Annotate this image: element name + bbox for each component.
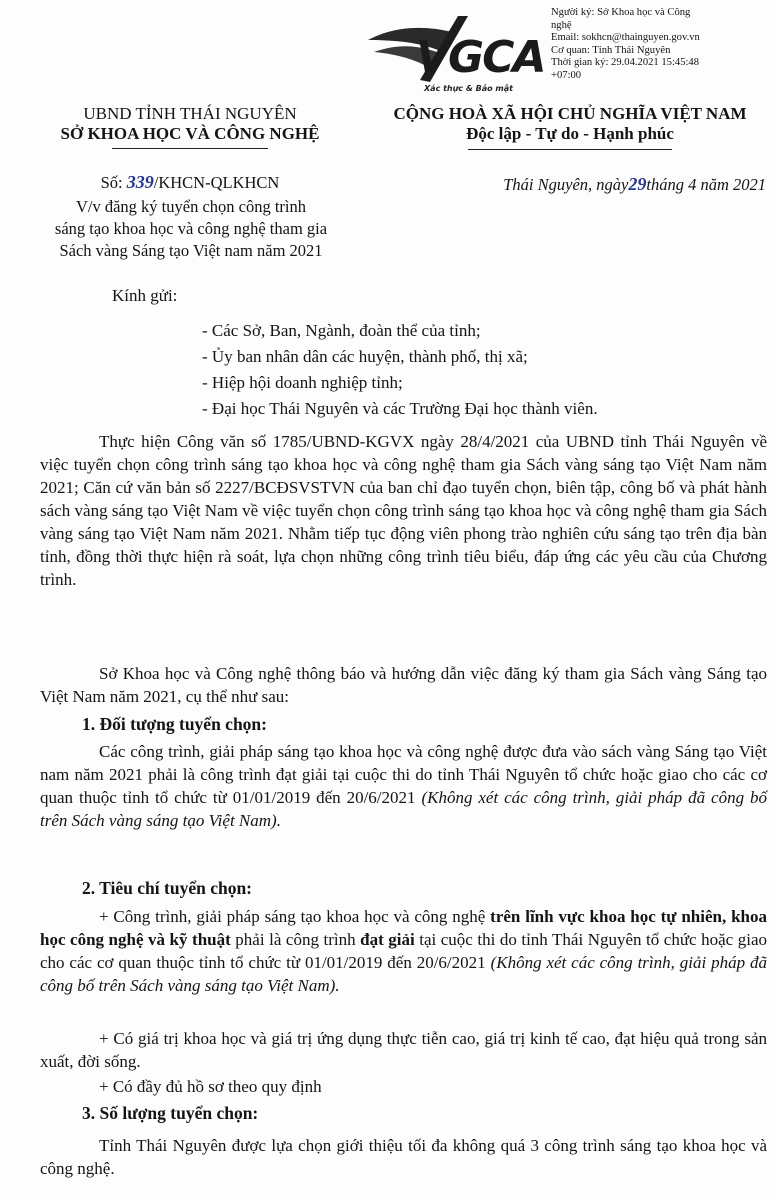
subject-line: V/v đăng ký tuyển chọn công trình [75,197,307,216]
date-day: 29 [628,174,647,194]
issuer-underline [112,148,268,149]
signer: Người ký: Sở Khoa học và Công [551,7,691,18]
digital-signature-info [551,7,775,83]
greeting: Kính gửi: [112,286,178,305]
recipient-item: - Ủy ban nhân dân các huyện, thành phố, thị xã; [202,347,528,366]
subject-line: sáng tạo khoa học và công nghệ tham gia [54,219,328,238]
vgca-logo [360,10,560,100]
bullet-bold: trên lĩnh vực khoa học tự nhiên, khoa học công nghệ và kỹ thuật [40,907,767,949]
section-3-text [40,1134,767,1180]
section-1-heading: 1. Đối tượng tuyển chọn: [82,714,267,734]
bullet-text: tại cuộc thi do tỉnh Thái Nguyên tổ chức hoặc giao cho các cơ quan thuộc tỉnh tổ chức từ 01/01/2019 đến 20/6/2021 [40,930,768,972]
body-paragraph-1 [40,430,767,591]
doc-number-value: 339 [126,172,154,192]
paragraph-text: Tỉnh Thái Nguyên được lựa chọn giới thiệu tối đa không quá 3 công trình sáng tạo khoa học và công nghệ. [40,1136,767,1178]
national-title: CỘNG HOÀ XÃ HỘI CHỦ NGHĨA VIỆT NAM [393,104,747,123]
bullet-text: + Có giá trị khoa học và giá trị ứng dụng thực tiễn cao, giá trị kinh tế cao, đạt hiệu quả trong sản xuất, đời sống. [40,1029,767,1071]
paragraph-text: Sở Khoa học và Công nghệ thông báo và hướng dẫn việc đăng ký tham gia Sách vàng Sáng tạo Việt Nam năm 2021, cụ thể như sau: [40,664,767,706]
recipient-item: - Đại học Thái Nguyên và các Trường Đại học thành viên. [202,399,598,418]
section-3-heading: 3. Số lượng tuyển chọn: [82,1103,259,1123]
sign-time: Thời gian ký: 29.04.2021 15:45:48 [551,57,700,69]
doc-number-suffix: /KHCN-QLKHCN [153,173,280,192]
bullet-italic: (Không xét các công trình, giải pháp đã công bố trên Sách vàng sáng tạo Việt Nam). [40,953,767,995]
body-paragraph-2 [40,662,767,708]
section-2-bullet-3 [40,1075,767,1098]
motto-underline [468,149,672,150]
document-number [40,172,340,193]
paragraph-text: Thực hiện Công văn số 1785/UBND-KGVX ngày 28/4/2021 của UBND tỉnh Thái Nguyên về việc tuyển chọn công trình sáng tạo khoa học và công nghệ tham gia Sách vàng sáng tạo Việt Nam năm 2021; Căn cứ văn bản số 2227/BCĐSVSTVN của ban chỉ đạo tuyển chọn, biên tập, công bố và phát hành sách vàng sáng tạo Việt Nam về việc tuyển chọn công trình sáng tạo khoa học và công nghệ tham gia Sách vàng sáng tạo Việt Nam năm 2021. Nhằm tiếp tục động viên phong trào nghiên cứu sáng tạo trên địa bàn tỉnh, đồng thời thực hiện rà soát, lựa chọn những công trình tiêu biểu, đáp ứng các yêu cầu của Chương trình. [40,432,767,589]
section-1-text [40,740,767,832]
signer-agency: Cơ quan: Tỉnh Thái Nguyên [551,44,671,56]
bullet-text: phải là công trình [230,930,361,949]
section-2-heading: 2. Tiêu chí tuyển chọn: [82,878,253,898]
recipient-item: - Các Sở, Ban, Ngành, đoàn thể của tỉnh; [202,321,481,340]
document-subject [26,196,356,262]
logo-text: VGCA [416,32,545,83]
bullet-bold: đạt giải [360,930,415,949]
subject-line: Sách vàng Sáng tạo Việt nam năm 2021 [59,241,323,260]
recipient-list [202,318,598,422]
issuer-header [40,104,340,144]
sign-timezone: +07:00 [551,69,582,81]
document-date [386,174,766,195]
recipient-item: - Hiệp hội doanh nghiệp tỉnh; [202,373,403,392]
paragraph-italic: (Không xét các công trình, giải pháp đã công bố trên Sách vàng sáng tạo Việt Nam). [40,788,767,830]
issuer-province: UBND TỈNH THÁI NGUYÊN [83,104,297,123]
paragraph-text: Các công trình, giải pháp sáng tạo khoa học và công nghệ được đưa vào sách vàng Sáng tạo Việt nam năm 2021 phải là công trình đạt giải tại cuộc thi do tỉnh Thái Nguyên tổ chức hoặc giao cho các cơ quan thuộc tỉnh tổ chức từ 01/01/2019 đến 20/6/2021 [40,742,767,807]
signer-cont: nghệ [551,19,572,31]
doc-number-prefix: Số: [100,173,127,192]
national-motto: Độc lập - Tự do - Hạnh phúc [466,124,674,143]
bullet-text: + Có đầy đủ hồ sơ theo quy định [99,1077,322,1096]
section-2-bullet-1 [40,905,767,997]
signer-email: Email: sokhcn@thainguyen.gov.vn [551,32,700,44]
section-2-bullet-2 [40,1027,767,1073]
date-suffix: tháng 4 năm 2021 [646,175,766,194]
bullet-text: + Công trình, giải pháp sáng tạo khoa học và công nghệ [99,907,491,926]
date-prefix: Thái Nguyên, ngày [503,175,629,194]
national-header [374,104,766,144]
issuer-department: SỞ KHOA HỌC VÀ CÔNG NGHỆ [60,124,320,143]
logo-tagline: Xác thực & Bảo mật [424,84,513,93]
